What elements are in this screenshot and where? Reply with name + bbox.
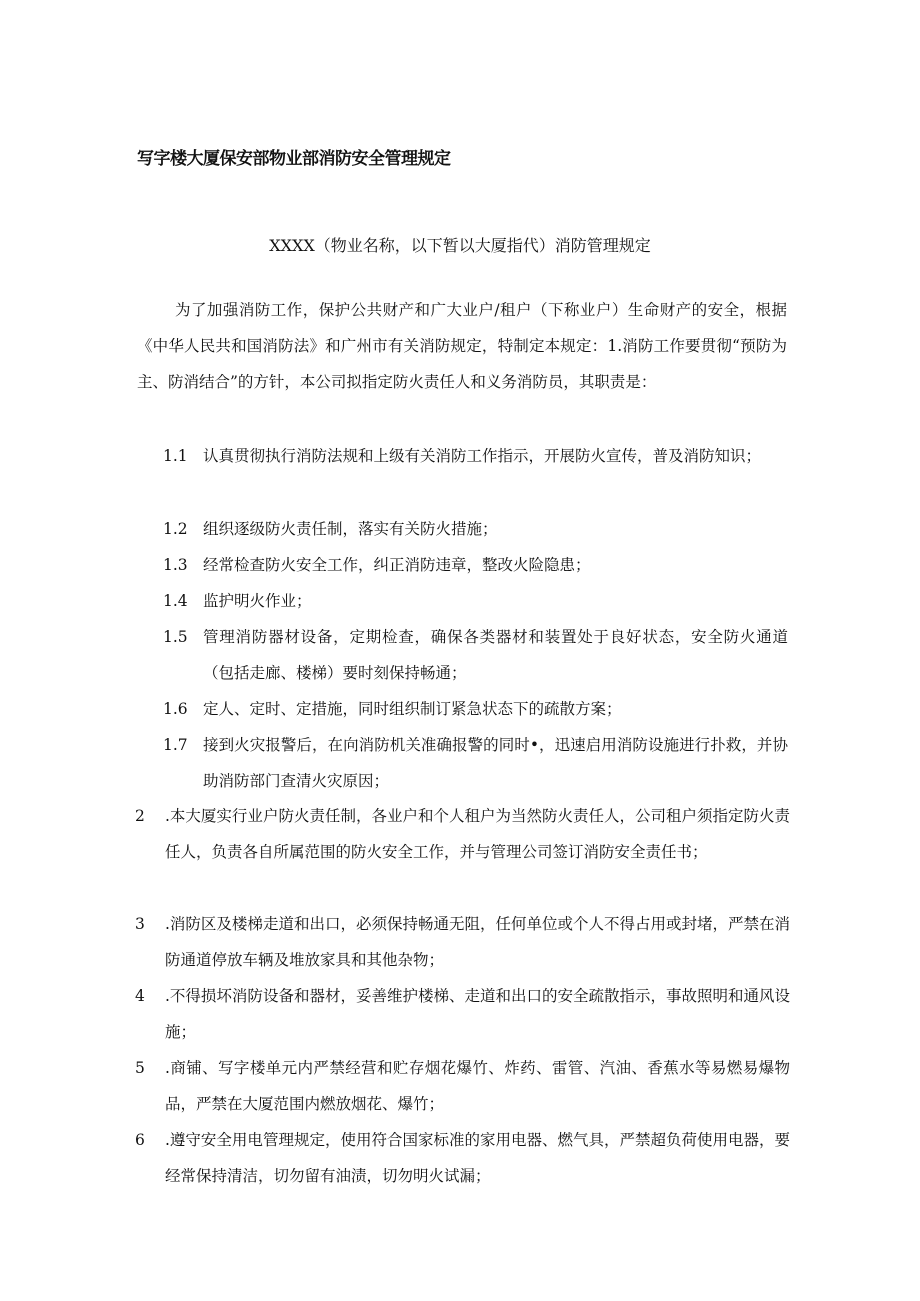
subitem-number: 1.4 (163, 592, 188, 610)
item-number: 4 (135, 987, 145, 1005)
subitem-1-5 (163, 619, 788, 691)
item-4 (135, 978, 790, 1050)
subitem-1-7 (163, 727, 788, 799)
subitem-text: 监护明火作业； (203, 592, 312, 610)
item-text: .遵守安全用电管理规定，使用符合国家标准的家用电器、燃气具，严禁超负荷使用电器，要经常保持清洁，切勿留有油渍，切勿明火试漏； (165, 1131, 790, 1185)
item-3 (135, 906, 790, 978)
subitem-1-2 (163, 511, 788, 547)
item-number: 6 (135, 1131, 145, 1149)
subitem-text: 认真贯彻执行消防法规和上级有关消防工作指示，开展防火宣传，普及消防知识； (203, 447, 762, 465)
item-number: 5 (135, 1059, 145, 1077)
subitem-1-4 (163, 583, 788, 619)
subitem-number: 1.1 (163, 447, 188, 465)
item-6 (135, 1122, 790, 1194)
subitem-text: 组织逐级防火责任制，落实有关防火措施； (203, 520, 498, 538)
subitem-number: 1.3 (163, 556, 188, 574)
subitem-1-3 (163, 547, 788, 583)
subitem-text: 管理消防器材设备，定期检查，确保各类器材和装置处于良好状态，安全防火通道（包括走廊、楼梯）要时刻保持畅通； (203, 628, 788, 682)
item-2 (135, 798, 790, 870)
item-5 (135, 1050, 790, 1122)
subitem-number: 1.7 (163, 736, 188, 754)
subitem-text: 经常检查防火安全工作，纠正消防违章，整改火险隐患； (203, 556, 591, 574)
item-number: 3 (135, 915, 145, 933)
item-number: 2 (135, 807, 145, 825)
subitem-number: 1.6 (163, 700, 188, 718)
intro-paragraph: 为了加强消防工作，保护公共财产和广大业户/租户（下称业户）生命财产的安全，根据《中华人民共和国消防法》和广州市有关消防规定，特制定本规定：1.消防工作要贯彻“预防为主、防消结合”的方针，本公司拟指定防火责任人和义务消防员，其职责是： (137, 301, 787, 391)
subitem-text: 定人、定时、定措施，同时组织制订紧急状态下的疏散方案； (203, 700, 622, 718)
item-text: .不得损坏消防设备和器材，妥善维护楼梯、走道和出口的安全疏散指示，事故照明和通风设施； (165, 987, 790, 1041)
subitem-text: 接到火灾报警后，在向消防机关准确报警的同时•，迅速启用消防设施进行扑救，并协助消防部门查清火灾原因； (203, 736, 788, 790)
sub-title: XXXX（物业名称，以下暂以大厦指代）消防管理规定 (269, 236, 651, 255)
subitem-1-6 (163, 691, 788, 727)
item-text: .消防区及楼梯走道和出口，必须保持畅通无阻，任何单位或个人不得占用或封堵，严禁在消防通道停放车辆及堆放家具和其他杂物； (165, 915, 790, 969)
subitem-number: 1.2 (163, 520, 188, 538)
item-text: .商铺、写字楼单元内严禁经营和贮存烟花爆竹、炸药、雷管、汽油、香蕉水等易燃易爆物品，严禁在大厦范围内燃放烟花、爆竹； (165, 1059, 790, 1113)
subitem-number: 1.5 (163, 628, 188, 646)
subitem-1-1 (163, 438, 788, 474)
doc-title: 写字楼大厦保安部物业部消防安全管理规定 (137, 149, 451, 169)
item-text: .本大厦实行业户防火责任制，各业户和个人租户为当然防火责任人，公司租户须指定防火责任人，负责各自所属范围的防火安全工作，并与管理公司签订消防安全责任书； (165, 807, 790, 861)
